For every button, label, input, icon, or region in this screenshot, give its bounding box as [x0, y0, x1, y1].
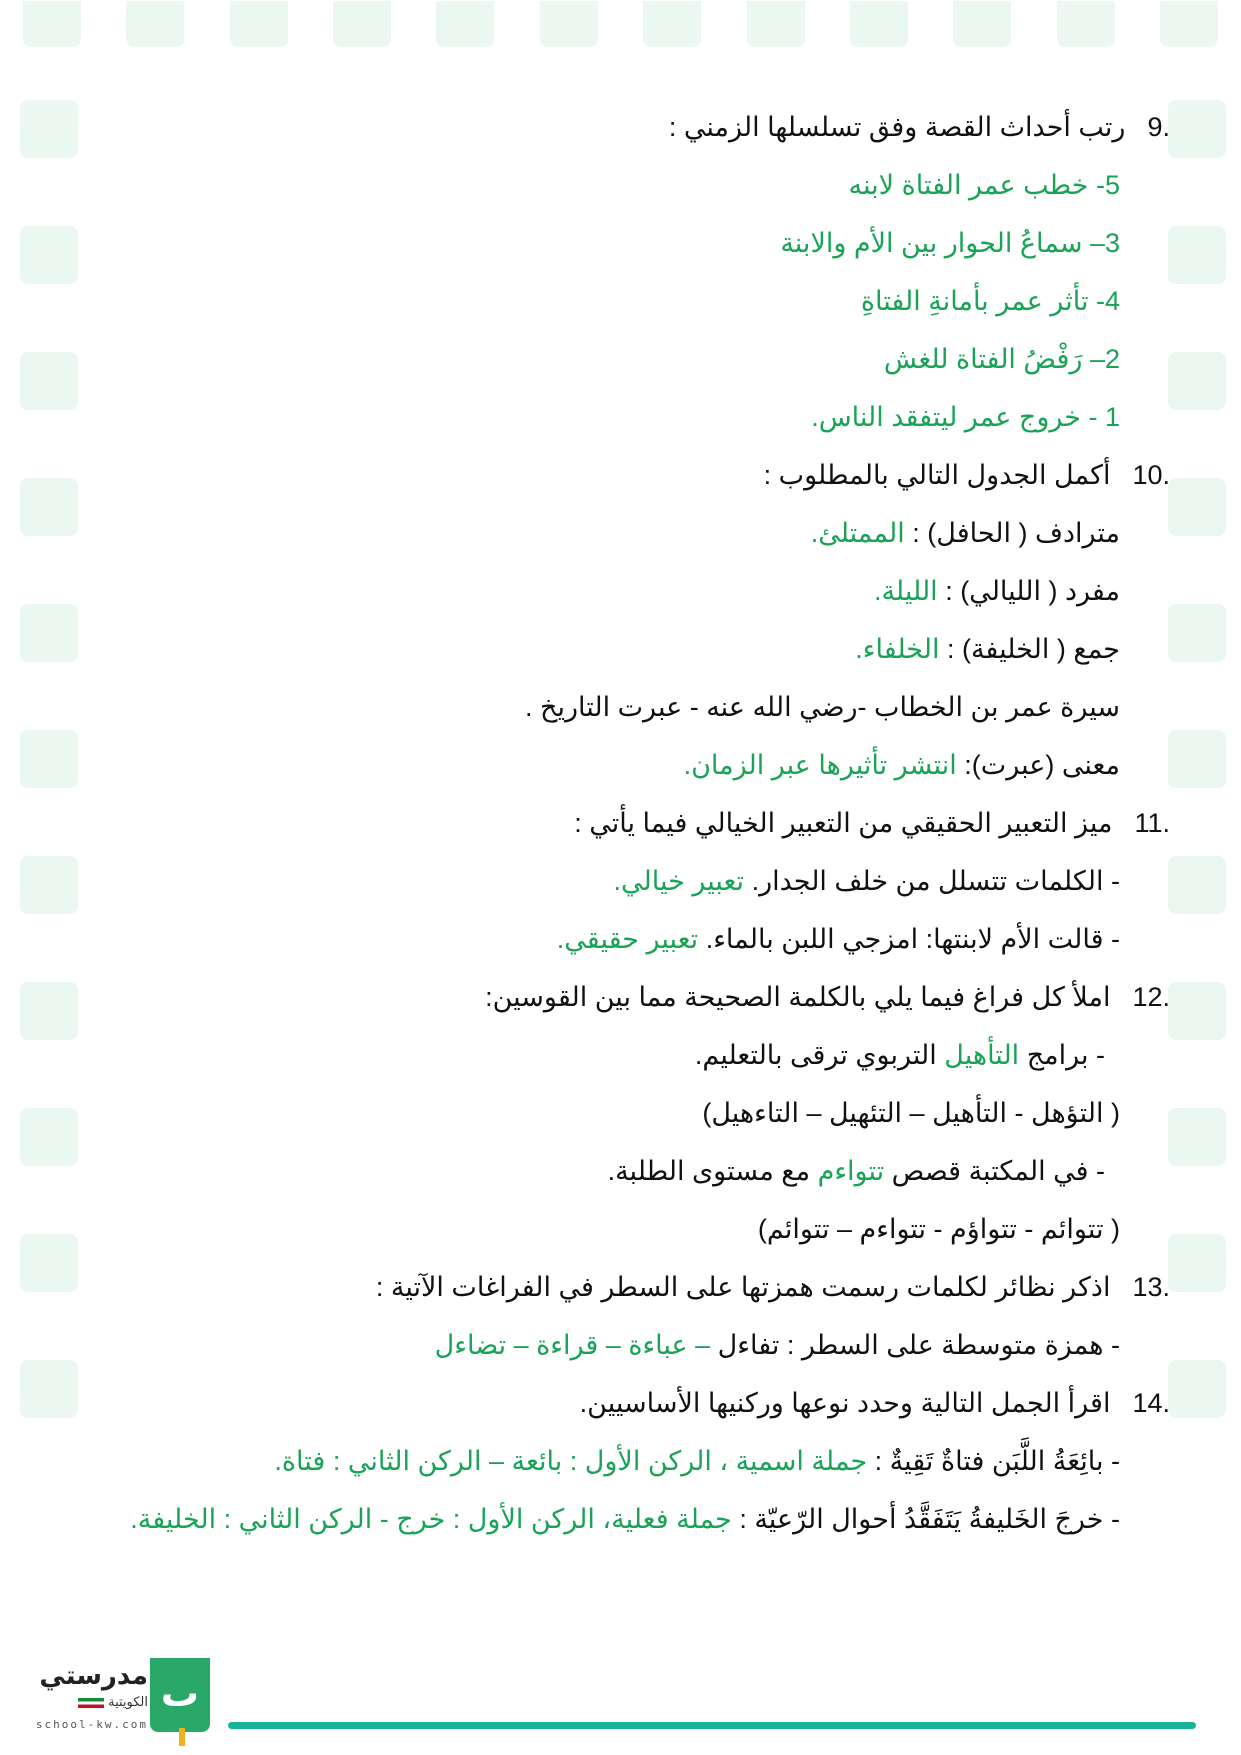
worksheet-content	[110, 98, 1170, 1548]
answer-line: 4- تأثر عمر بأمانةِ الفتاةِ	[860, 286, 1120, 316]
item-answer: جملة فعلية، الركن الأول : خرج - الركن الثاني : الخليفة.	[130, 1504, 732, 1534]
item-answer: تعبير حقيقي.	[556, 924, 699, 954]
item-prompt: - برامج	[1019, 1040, 1105, 1070]
question-text: رتب أحداث القصة وفق تسلسلها الزمني :	[668, 112, 1126, 142]
question-13	[110, 1258, 1170, 1316]
item-prompt: مترادف ( الحافل) :	[904, 518, 1120, 548]
answer-line: 5- خطب عمر الفتاة لابنه	[848, 170, 1120, 200]
question-number: 11.	[1134, 808, 1170, 838]
item-line	[110, 678, 1170, 736]
kuwait-flag-icon	[78, 1698, 104, 1708]
item-prompt: ( التؤهل - التأهيل – التئهيل – التاءهيل)	[702, 1098, 1120, 1128]
smile-icon: ٮ	[160, 1673, 200, 1715]
footer-divider	[228, 1722, 1196, 1729]
question-number: 14.	[1132, 1388, 1170, 1418]
question-14	[110, 1374, 1170, 1432]
question-text: أكمل الجدول التالي بالمطلوب :	[763, 460, 1111, 490]
brand-name: مدرستي	[39, 1660, 148, 1690]
item-line	[110, 1142, 1170, 1200]
question-12	[110, 968, 1170, 1026]
question-number: 10.	[1132, 460, 1170, 490]
brand-subtitle: الكويتية	[26, 1694, 148, 1710]
item-rest: مع مستوى الطلبة.	[607, 1156, 818, 1186]
item-line	[110, 852, 1170, 910]
item-prompt: - الكلمات تتسلل من خلف الجدار.	[744, 866, 1120, 896]
item-prompt: جمع ( الخليفة) :	[939, 634, 1120, 664]
item-line	[110, 1432, 1170, 1490]
question-text: املأ كل فراغ فيما يلي بالكلمة الصحيحة مما بين القوسين:	[485, 982, 1111, 1012]
item-line	[110, 504, 1170, 562]
item-prompt: - قالت الأم لابنتها: امزجي اللبن بالماء.	[698, 924, 1120, 954]
item-prompt: سيرة عمر بن الخطاب -رضي الله عنه - عبرت التاريخ .	[525, 692, 1120, 722]
item-line	[110, 736, 1170, 794]
question-10	[110, 446, 1170, 504]
answer-line: 3– سماعُ الحوار بين الأم والابنة	[780, 228, 1120, 258]
item-prompt: معنى (عبرت):	[956, 750, 1120, 780]
item-line	[110, 1316, 1170, 1374]
item-answer: تتواءم	[817, 1156, 885, 1186]
question-number: 12.	[1132, 982, 1170, 1012]
item-answer: جملة اسمية ، الركن الأول : بائعة – الركن الثاني : فتاة.	[274, 1446, 868, 1476]
item-answer: الممتلئ.	[810, 518, 905, 548]
item-answer: انتشر تأثيرها عبر الزمان.	[683, 750, 957, 780]
item-options	[110, 1200, 1170, 1258]
item-answer: التأهيل	[944, 1040, 1020, 1070]
question-text: اقرأ الجمل التالية وحدد نوعها وركنيها الأساسيين.	[579, 1388, 1111, 1418]
item-prompt: - خرجَ الخَليفةُ يَتَفَقَّدُ أحوال الرّعيّة :	[731, 1504, 1120, 1534]
question-9	[110, 98, 1170, 156]
question-text: اذكر نظائر لكلمات رسمت همزتها على السطر في الفراغات الآتية :	[375, 1272, 1111, 1302]
watermark-left	[20, 100, 78, 1418]
item-line	[110, 620, 1170, 678]
item-prompt: مفرد ( الليالي) :	[937, 576, 1120, 606]
watermark-top	[0, 0, 1241, 48]
question-text: ميز التعبير الحقيقي من التعبير الخيالي فيما يأتي :	[574, 808, 1113, 838]
item-answer: الخلفاء.	[855, 634, 940, 664]
answer-line: 2– رَفْضُ الفتاة للغش	[883, 344, 1120, 374]
item-prompt: - بائِعَةُ اللَّبَن فتاةٌ تَقِيةٌ :	[867, 1446, 1120, 1476]
brand-url: school-kw.com	[35, 1718, 148, 1731]
question-11	[110, 794, 1170, 852]
bookmark-pin-icon	[179, 1728, 185, 1746]
brand-logo[interactable]	[26, 1658, 216, 1748]
item-answer: تعبير خيالي.	[613, 866, 745, 896]
answer-line: 1 - خروج عمر ليتفقد الناس.	[811, 402, 1120, 432]
item-rest: التربوي ترقى بالتعليم.	[694, 1040, 945, 1070]
item-prompt: - في المكتبة قصص	[884, 1156, 1105, 1186]
item-line	[110, 562, 1170, 620]
item-line	[110, 1490, 1170, 1548]
question-number: 9.	[1147, 112, 1170, 142]
question-number: 13.	[1132, 1272, 1170, 1302]
item-line	[110, 910, 1170, 968]
item-line	[110, 1026, 1170, 1084]
item-prompt: ( تتوائم - تتواؤم - تتواءم – تتوائم)	[757, 1214, 1120, 1244]
item-answer: الليلة.	[873, 576, 938, 606]
item-prompt: - همزة متوسطة على السطر : تفاءل	[710, 1330, 1120, 1360]
item-answer: – عباءة – قراءة – تضاءل	[434, 1330, 711, 1360]
item-options	[110, 1084, 1170, 1142]
watermark-right	[1168, 100, 1226, 1418]
